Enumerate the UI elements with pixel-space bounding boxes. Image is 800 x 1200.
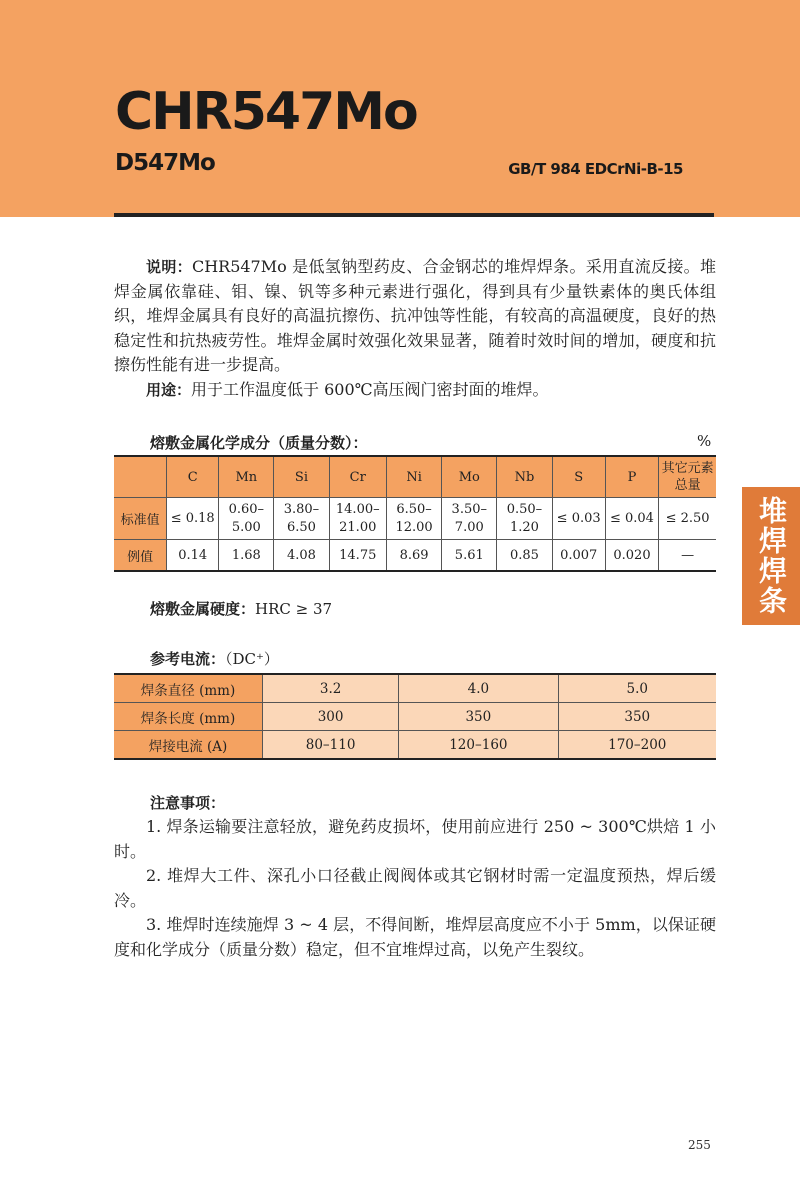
current-heading: 参考电流： <box>150 650 226 668</box>
chemistry-cell: 0.60–5.00 <box>219 498 274 540</box>
current-row-label: 焊接电流 (A) <box>114 731 263 760</box>
current-cell: 5.0 <box>558 674 716 703</box>
chemistry-unit: % <box>697 432 712 450</box>
current-heading-line <box>150 648 279 669</box>
row-label: 例值 <box>114 540 167 572</box>
chemistry-col-header: Si <box>274 456 329 498</box>
chemistry-col-header: Cr <box>329 456 386 498</box>
chemistry-cell: ≤ 0.03 <box>552 498 605 540</box>
chemistry-cell: 1.68 <box>219 540 274 572</box>
chemistry-heading: 熔敷金属化学成分（质量分数）： <box>150 434 368 452</box>
chemistry-col-header: P <box>605 456 658 498</box>
description-paragraph <box>114 255 716 378</box>
chemistry-cell: 0.020 <box>605 540 658 572</box>
chemistry-col-header: Mn <box>219 456 274 498</box>
hardness-label: 熔敷金属硬度： <box>150 600 256 618</box>
current-cell: 350 <box>558 703 716 731</box>
chemistry-cell: 0.007 <box>552 540 605 572</box>
chemistry-cell: ≤ 0.18 <box>167 498 219 540</box>
chemistry-cell: 0.50–1.20 <box>497 498 552 540</box>
chemistry-col-header: Mo <box>442 456 497 498</box>
description-text: CHR547Mo 是低氢钠型药皮、合金钢芯的堆焊焊条。采用直流反接。堆焊金属依靠硅、钼、镍、钒等多种元素进行强化，得到具有少量铁素体的奥氏体组织，堆焊金属具有良好的高温抗擦伤、抗冲蚀等性能，有较高的高温硬度，良好的热稳定性和抗热疲劳性。堆焊金属时效强化效果显著，随着时效时间的增加，硬度和抗擦伤性能有进一步提高。 <box>114 257 716 374</box>
page-number: 255 <box>688 1138 711 1152</box>
note-item: 1. 焊条运输要注意轻放，避免药皮损坏，使用前应进行 250 ~ 300℃烘焙 1 小时。 <box>114 817 716 861</box>
chemistry-col-header: S <box>552 456 605 498</box>
chemistry-cell: 4.08 <box>274 540 329 572</box>
current-row <box>114 674 716 703</box>
description-label: 说明： <box>146 258 192 276</box>
chemistry-cell: ≤ 0.04 <box>605 498 658 540</box>
current-cell: 300 <box>263 703 399 731</box>
usage-label: 用途： <box>146 381 192 399</box>
chemistry-header-row <box>114 456 716 498</box>
chemistry-col-header: 其它元素总量 <box>659 456 716 498</box>
chemistry-cell: 5.61 <box>442 540 497 572</box>
standard-code: GB/T 984 EDCrNi-B-15 <box>508 160 683 178</box>
usage-text: 用于工作温度低于 600℃高压阀门密封面的堆焊。 <box>191 380 549 399</box>
hardness-value: HRC ≥ 37 <box>255 600 333 618</box>
hardness-line <box>150 598 332 619</box>
current-cell: 80–110 <box>263 731 399 760</box>
note-item: 2. 堆焊大工件、深孔小口径截止阀阀体或其它钢材时需一定温度预热，焊后缓冷。 <box>114 866 716 910</box>
current-row-label: 焊条直径 (mm) <box>114 674 263 703</box>
chemistry-cell: — <box>659 540 716 572</box>
chemistry-row-standard <box>114 498 716 540</box>
chemistry-table <box>114 455 716 572</box>
chemistry-cell: 0.85 <box>497 540 552 572</box>
chemistry-cell: 14.75 <box>329 540 386 572</box>
chemistry-cell: 8.69 <box>386 540 441 572</box>
current-row <box>114 703 716 731</box>
note-item: 3. 堆焊时连续施焊 3 ~ 4 层，不得间断，堆焊层高度应不小于 5mm，以保证硬度和化学成分（质量分数）稳定，但不宜堆焊过高，以免产生裂纹。 <box>114 915 716 959</box>
current-polarity: （DC⁺） <box>225 650 279 668</box>
side-tab: 堆焊焊条 <box>742 487 800 625</box>
current-cell: 120–160 <box>399 731 558 760</box>
chemistry-cell: 0.14 <box>167 540 219 572</box>
current-cell: 350 <box>399 703 558 731</box>
header-rule <box>114 213 714 217</box>
chemistry-col-header <box>114 456 167 498</box>
chemistry-cell: 3.50–7.00 <box>442 498 497 540</box>
chemistry-cell: 3.80–6.50 <box>274 498 329 540</box>
chemistry-col-header: C <box>167 456 219 498</box>
product-subtitle: D547Mo <box>115 150 215 176</box>
current-cell: 3.2 <box>263 674 399 703</box>
current-cell: 4.0 <box>399 674 558 703</box>
product-title: CHR547Mo <box>115 82 417 142</box>
chemistry-cell: 6.50–12.00 <box>386 498 441 540</box>
current-row-label: 焊条长度 (mm) <box>114 703 263 731</box>
current-table <box>114 673 716 760</box>
chemistry-cell: ≤ 2.50 <box>659 498 716 540</box>
chemistry-row-example <box>114 540 716 572</box>
row-label: 标准值 <box>114 498 167 540</box>
usage-paragraph <box>114 378 716 403</box>
chemistry-col-header: Ni <box>386 456 441 498</box>
current-cell: 170–200 <box>558 731 716 760</box>
chemistry-col-header: Nb <box>497 456 552 498</box>
chemistry-cell: 14.00–21.00 <box>329 498 386 540</box>
current-row <box>114 731 716 760</box>
notes-heading: 注意事项： <box>150 794 226 812</box>
